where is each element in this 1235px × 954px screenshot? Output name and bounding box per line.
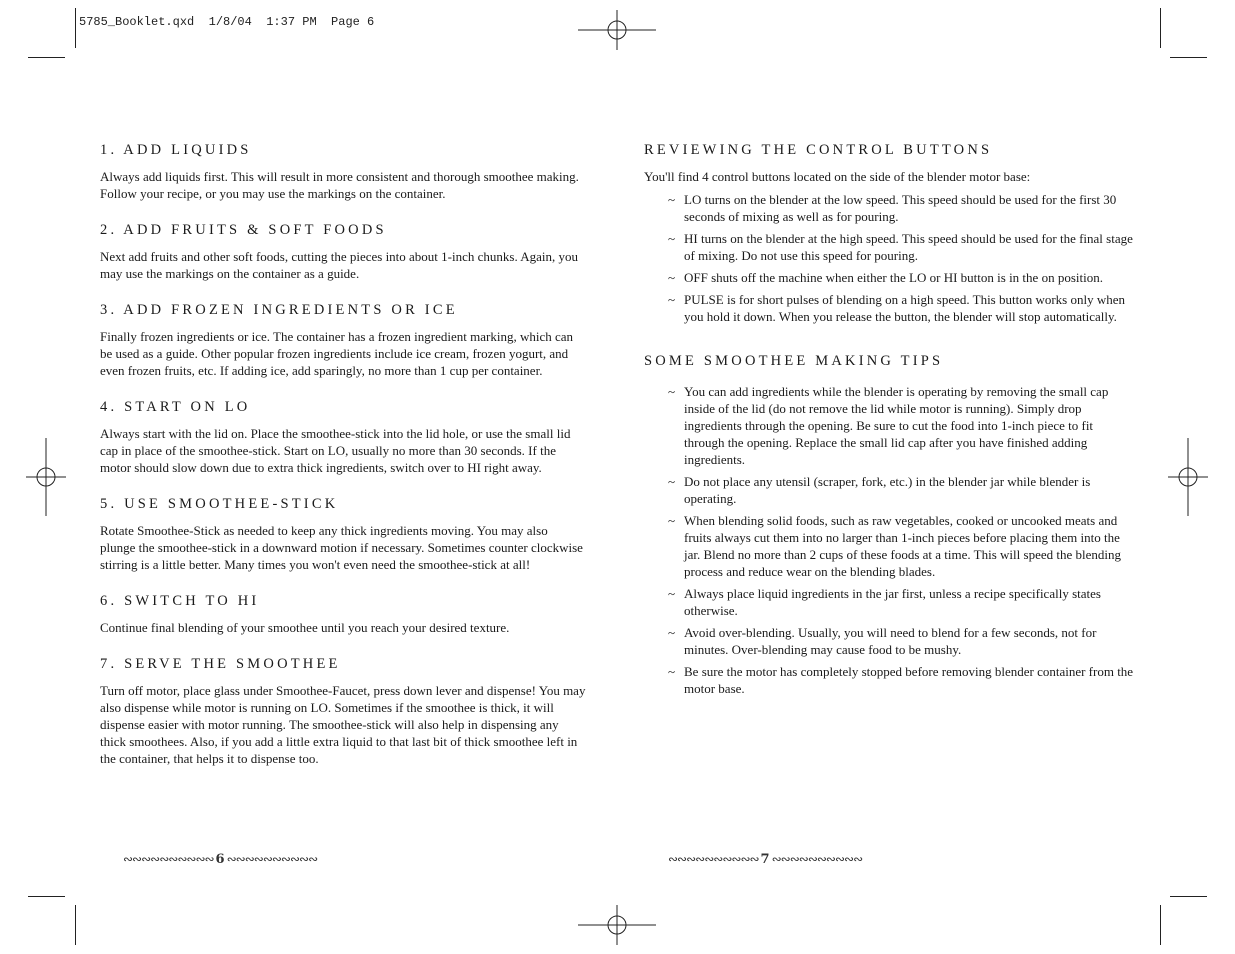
list-item: ~ When blending solid foods, such as raw vegetables, cooked or uncooked meats and fruits always cut them into no larger than 1-inch pieces before placing them into the jar. Blend no more than 2 cups of these foods at a time. This will speed the blending process and reduce wear on the blending blades.	[668, 513, 1121, 579]
tilde-bullet: ~	[668, 292, 676, 307]
footer-ornament: ∾∾∾∾∾∾∾∾∾∾	[771, 852, 863, 866]
section-serve	[100, 654, 586, 767]
tilde-bullet: ~	[668, 586, 676, 601]
registration-mark-right	[1168, 438, 1208, 516]
section-text: Continue final blending of your smoothee until you reach your desired texture.	[100, 620, 510, 635]
section-heading: 6. SWITCH TO HI	[100, 593, 260, 609]
left-page	[100, 140, 586, 785]
section-text: Rotate Smoothee-Stick as needed to keep any thick ingredients moving. You may also plunge the smoothee-stick in a downward motion if necessary. Sometimes counter clockwise stirring is a little better. Many times you won't even need the smoothee-stick at all!	[100, 523, 583, 572]
section-start-on-lo	[100, 397, 586, 476]
list-item: ~ LO turns on the blender at the low speed. This speed should be used for the first 30 seconds of mixing as well as for pouring.	[668, 192, 1117, 224]
page-footer-left	[123, 852, 317, 867]
crop-mark	[1160, 905, 1161, 945]
section-heading: 5. USE SMOOTHEE-STICK	[100, 496, 339, 512]
tilde-bullet: ~	[668, 625, 676, 640]
footer-ornament: ∾∾∾∾∾∾∾∾∾∾	[123, 852, 214, 866]
footer-ornament: ∾∾∾∾∾∾∾∾∾∾	[226, 852, 318, 866]
list-item: ~ Be sure the motor has completely stopped before removing blender container from the motor base.	[668, 664, 1134, 696]
page-number: 7	[760, 852, 770, 867]
page-footer-right	[668, 852, 862, 867]
tilde-bullet: ~	[668, 192, 676, 207]
section-heading: 3. ADD FROZEN INGREDIENTS OR ICE	[100, 302, 458, 318]
right-page	[644, 140, 1136, 717]
section-text: Always add liquids first. This will result in more consistent and thorough smoothee making. Follow your recipe, or you may use the markings on the container.	[100, 169, 579, 201]
tilde-bullet: ~	[668, 231, 676, 246]
section-text: Finally frozen ingredients or ice. The container has a frozen ingredient marking, which can be used as a guide. Other popular frozen ingredients include ice cream, frozen yogurt, and even frozen fruits, etc. If adding ice, add sparingly, no more than 1 cup per container.	[100, 329, 574, 378]
tilde-bullet: ~	[668, 270, 676, 285]
section-text: Always start with the lid on. Place the smoothee-stick into the lid hole, or use the small lid cap in place of the smoothee-stick. Start on LO, usually no more than 30 seconds. If the motor should slow down due to extra thick ingredients, switch over to HI right away.	[100, 426, 571, 475]
crop-mark	[75, 8, 76, 48]
footer-ornament: ∾∾∾∾∾∾∾∾∾∾	[668, 852, 759, 866]
section-heading: 2. ADD FRUITS & SOFT FOODS	[100, 222, 387, 238]
list-item: ~ Avoid over-blending. Usually, you will need to blend for a few seconds, not for minutes. Over-blending may cause food to be mushy.	[668, 625, 1097, 657]
tilde-bullet: ~	[668, 474, 676, 489]
list-item: ~ PULSE is for short pulses of blending on a high speed. This button works only when you hold it down. When you release the button, the blender will stop automatically.	[668, 292, 1126, 324]
crop-mark	[28, 896, 65, 897]
tips-list	[644, 383, 1136, 697]
list-item: ~ Always place liquid ingredients in the jar first, unless a recipe specifically states otherwise.	[668, 586, 1101, 618]
section-heading: 1. ADD LIQUIDS	[100, 142, 252, 158]
tilde-bullet: ~	[668, 384, 676, 399]
tilde-bullet: ~	[668, 513, 676, 528]
controls-intro: You'll find 4 control buttons located on the side of the blender motor base:	[644, 169, 1031, 184]
tilde-bullet: ~	[668, 664, 676, 679]
crop-mark	[1170, 57, 1207, 58]
section-heading: 7. SERVE THE SMOOTHEE	[100, 656, 341, 672]
section-use-smoothee-stick	[100, 494, 586, 573]
registration-mark-top	[578, 10, 656, 50]
controls-list	[644, 191, 1136, 325]
list-item: ~ HI turns on the blender at the high speed. This speed should be used for the final stage of mixing. Do not use this speed for pouring.	[668, 231, 1133, 263]
crop-mark	[75, 905, 76, 945]
list-item: ~ OFF shuts off the machine when either the LO or HI button is in the on position.	[668, 270, 1103, 285]
crop-mark	[28, 57, 65, 58]
section-add-liquids	[100, 140, 586, 202]
registration-mark-bottom	[578, 905, 656, 945]
registration-mark-left	[26, 438, 66, 516]
crop-mark	[1170, 896, 1207, 897]
list-item: ~ Do not place any utensil (scraper, fork, etc.) in the blender jar while blender is operating.	[668, 474, 1091, 506]
section-heading: 4. START ON LO	[100, 399, 251, 415]
list-item: ~ You can add ingredients while the blender is operating by removing the small cap inside of the lid (do not remove the lid while motor is running). Simply drop ingredients through the opening. Be sure to cut the food into 1-inch piece to fit through the opening. Replace the small lid cap after you have finished adding ingredients.	[668, 384, 1109, 467]
page-number: 6	[215, 852, 225, 867]
section-text: Turn off motor, place glass under Smoothee-Faucet, press down lever and dispense! You may also dispense while motor is running on LO. Sometimes if the smoothee is thick, it will dispense easier with motor running. The smoothee-stick will also help in dispensing any thick smoothees. Also, if you add a little extra liquid to that last bit of thick smoothee left in the container, that helps it to dispense too.	[100, 683, 586, 766]
section-heading: REVIEWING THE CONTROL BUTTONS	[644, 142, 993, 158]
section-add-fruits	[100, 220, 586, 282]
crop-mark	[1160, 8, 1161, 48]
section-switch-to-hi	[100, 591, 586, 636]
section-add-frozen	[100, 300, 586, 379]
file-slug: 5785_Booklet.qxd 1/8/04 1:37 PM Page 6	[79, 15, 375, 29]
section-text: Next add fruits and other soft foods, cutting the pieces into about 1-inch chunks. Again, you may use the markings on the container as a guide.	[100, 249, 579, 281]
section-heading: SOME SMOOTHEE MAKING TIPS	[644, 353, 944, 369]
